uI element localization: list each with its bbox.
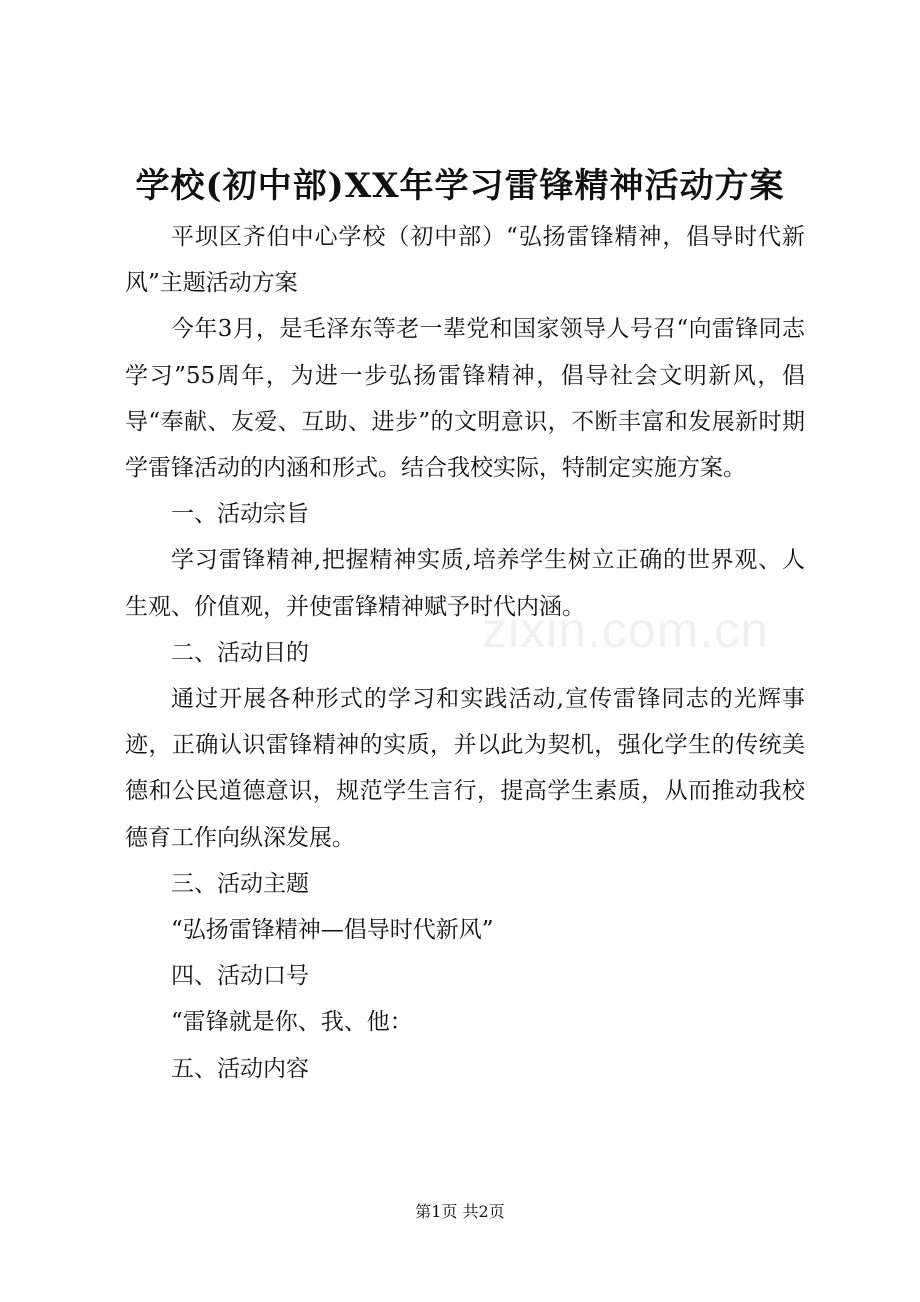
paragraph-background: 今年3月，是毛泽东等老一辈党和国家领导人号召“向雷锋同志学习”55周年，为进一步弘扬雷锋精神，倡导社会文明新风，倡导“奉献、友爱、互助、进步”的文明意识，不断丰富和发展新时期学雷锋活动的内涵和形式。结合我校实际，特制定实施方案。 bbox=[125, 316, 805, 482]
section-heading-purpose: 一、活动宗旨 bbox=[171, 501, 309, 528]
paragraph-theme: “弘扬雷锋精神—倡导时代新风” bbox=[171, 917, 494, 944]
paragraph-intro-heading: 平坝区齐伯中心学校（初中部）“弘扬雷锋精神，倡导时代新风”主题活动方案 bbox=[125, 224, 805, 297]
document-title: 学校(初中部)XX年学习雷锋精神活动方案 bbox=[135, 166, 785, 206]
page-footer: 第1页 共2页 bbox=[415, 1202, 505, 1221]
section-heading-content: 五、活动内容 bbox=[171, 1055, 309, 1082]
section-heading-goal: 二、活动目的 bbox=[171, 639, 309, 666]
section-heading-theme: 三、活动主题 bbox=[171, 870, 309, 897]
section-heading-slogan: 四、活动口号 bbox=[171, 963, 309, 990]
paragraph-goal: 通过开展各种形式的学习和实践活动,宣传雷锋同志的光辉事迹，正确认识雷锋精神的实质，并以此为契机，强化学生的传统美德和公民道德意识，规范学生言行，提高学生素质，从而推动我校德育工作向纵深发展。 bbox=[125, 686, 805, 851]
watermark: zixin.com.cn bbox=[482, 602, 770, 658]
paragraph-purpose: 学习雷锋精神,把握精神实质,培养学生树立正确的世界观、人生观、价值观，并使雷锋精神赋予时代内涵。 bbox=[125, 547, 805, 620]
paragraph-slogan: “雷锋就是你、我、他： bbox=[171, 1009, 413, 1036]
